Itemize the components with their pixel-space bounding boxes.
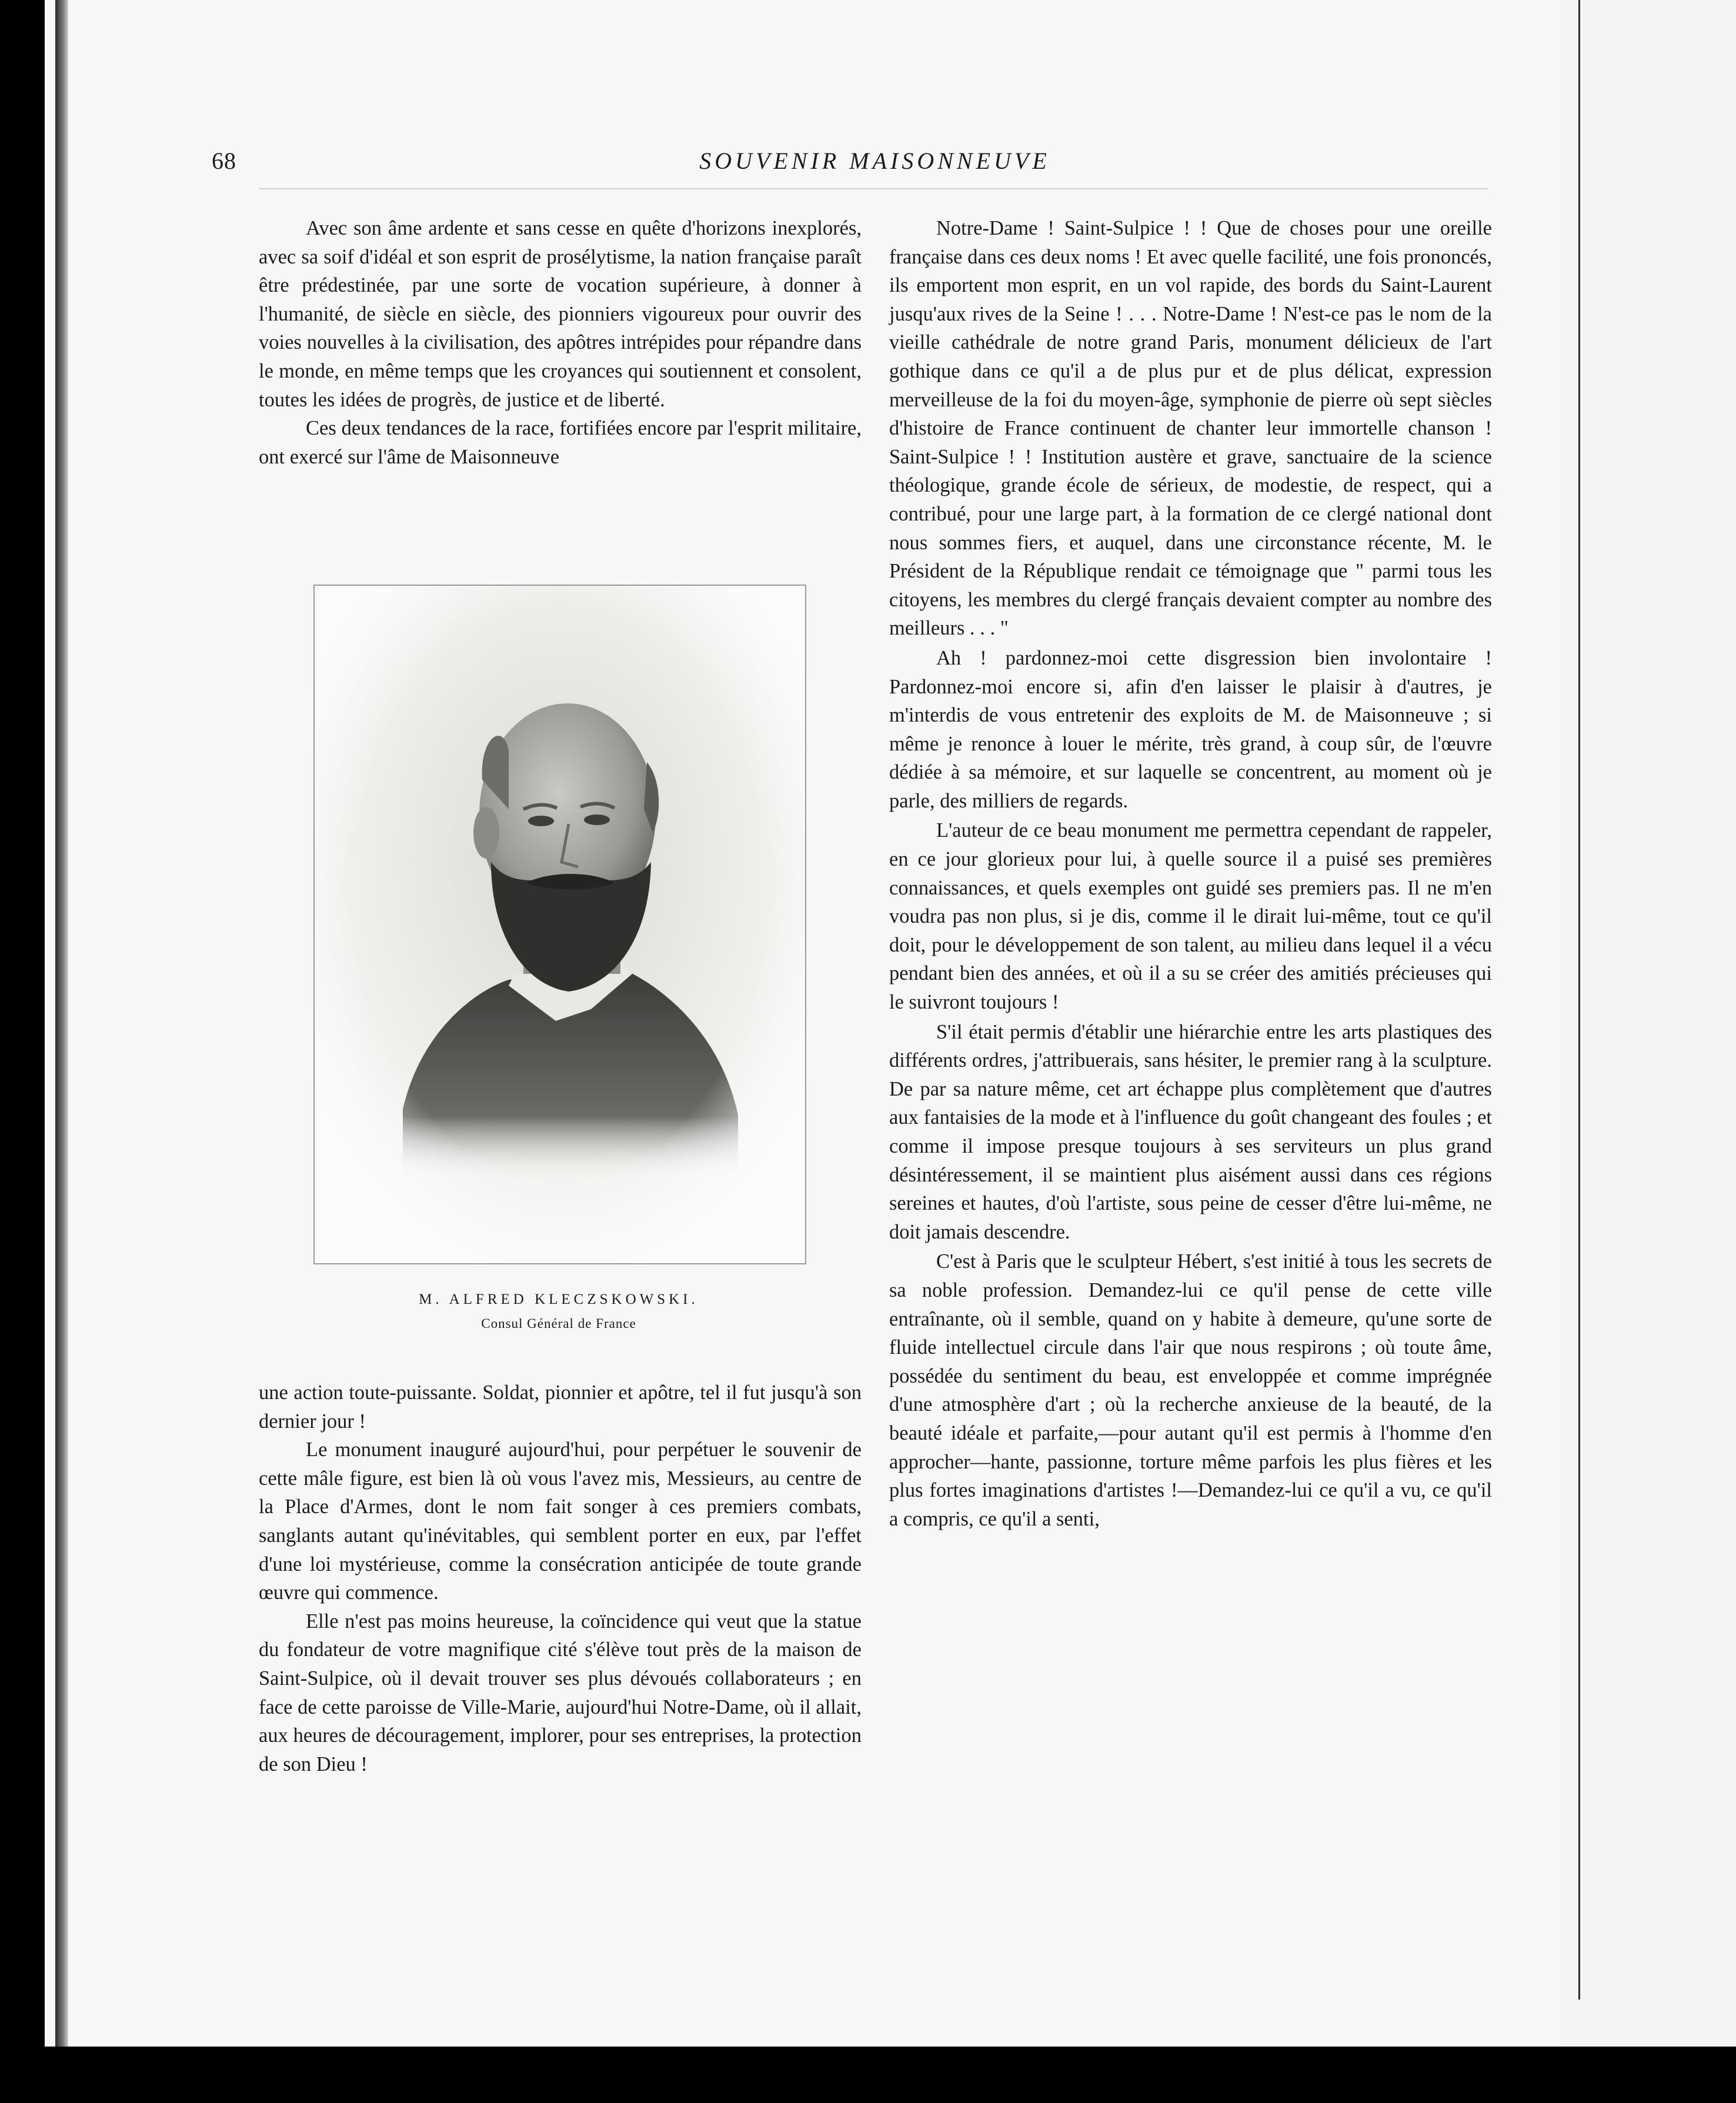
portrait-photograph: [313, 585, 806, 1264]
figure-caption-title: Consul Général de France: [481, 1316, 636, 1331]
paragraph: Le monument inauguré aujourd'hui, pour perpétuer le souvenir de cette mâle figure, est bien là où vous l'avez mis, Messieurs, au centre de la Place d'Armes, dont le nom fait songer à ces premiers combats, sanglants autant qu'inévitables, qui semblent porter en eux, par l'effet d'une loi mystérieuse, comme la consécration anticipée de toute grande œuvre qui commence.: [259, 1438, 862, 1604]
gutter-line: [1578, 0, 1580, 1999]
right-column: [889, 214, 1492, 1533]
paragraph: C'est à Paris que le sculpteur Hébert, s'est initié à tous les secrets de sa noble profession. Demandez-lui ce qu'il pense de cette ville entraînante, où il semble, quand on y habite à demeure, qu'une sorte de fluide intellectuel circule dans l'air que nous respirons ; où toute âme, possédée du sentiment du beau, est enveloppée et comme imprégnée d'une atmosphère d'art ; où la recherche anxieuse de la beauté, de la beauté idéale et parfaite,—pour autant qu'il est permis à l'homme d'en approcher—hante, passionne, torture même parfois les plus fières et les plus fortes imaginations d'artistes !—Demandez-lui ce qu'il a vu, ce qu'il a compris, ce qu'il a senti,: [889, 1250, 1492, 1530]
running-head: [212, 147, 1491, 182]
paragraph: Avec son âme ardente et sans cesse en quête d'horizons inexplorés, avec sa soif d'idéal et son esprit de prosélytisme, la nation française paraît être prédestinée, par une sorte de vocation supérieure, à donner à l'humanité, de siècle en siècle, des pionniers vigoureux pour ouvrir des voies nouvelles à la civilisation, des apôtres intrépides pour répandre dans le monde, en même temps que les croyances qui soutiennent et consolent, toutes les idées de progrès, de justice et de liberté.: [259, 217, 862, 411]
paragraph: L'auteur de ce beau monument me permettra cependant de rappeler, en ce jour glorieux pour lui, à quelle source il a puisé ses premières connaissances, et quels exemples ont guidé ses premiers pas. Il ne m'en voudra pas non plus, si je dis, comme il le dirait lui-même, tout ce qu'il doit, pour le développement de son talent, au milieu dans lequel il a vécu pendant bien des années, et où il a su se créer des amitiés précieuses qui le suivront toujours !: [889, 819, 1492, 1014]
paragraph: Ces deux tendances de la race, fortifiées encore par l'esprit militaire, ont exercé sur l'âme de Maisonneuve: [259, 417, 862, 468]
figure-caption-name: M. ALFRED KLECZSKOWSKI.: [419, 1291, 699, 1307]
paragraph: Ah ! pardonnez-moi cette disgression bien involontaire ! Pardonnez-moi encore si, afin d'en laisser le plaisir à d'autres, je m'interdis de vous entretenir des exploits de M. de Maisonneuve ; si même je renonce à louer le mérite, très grand, à coup sûr, de l'œuvre dédiée à sa mémoire, et sur laquelle se concentrent, au moment où je parle, des milliers de regards.: [889, 646, 1492, 812]
paragraph: Notre-Dame ! Saint-Sulpice ! ! Que de choses pour une oreille française dans ces deux noms ! Et avec quelle facilité, une fois prononcés, ils emportent mon esprit, en un vol rapide, des bords du Saint-Laurent jusqu'aux rives de la Seine ! . . . Notre-Dame ! N'est-ce pas le nom de la vieille cathédrale de notre grand Paris, monument délicieux de l'art gothique dans ce qu'il a de plus pur et de plus délicat, expression merveilleuse de la foi du moyen-âge, symphonie de pierre où sept siècles d'histoire de France continuent de chanter leur immortelle chanson ! Saint-Sulpice ! ! Institution austère et grave, sanctuaire de la science théologique, grande école de sérieux, de modestie, de respect, qui a contribué, pour une large part, à la formation de ce clergé national dont nous sommes fiers, et auquel, dans une circonstance récente, M. le Président de la République rendait ce témoignage que " parmi tous les citoyens, les membres du clergé français devaient compter au nombre des meilleurs . . . ": [889, 217, 1492, 640]
left-column-top: [259, 214, 862, 471]
paragraph: Elle n'est pas moins heureuse, la coïncidence qui veut que la statue du fondateur de votre magnifique cité s'élève tout près de la maison de Saint-Sulpice, où il devait trouver ses plus dévoués collaborateurs ; en face de cette paroisse de Ville-Marie, aujourd'hui Notre-Dame, où il allait, aux heures de découragement, implorer, pour ses entreprises, la protection de son Dieu !: [259, 1610, 862, 1775]
book-spine-edge: [55, 0, 68, 2047]
paragraph-continuation: une action toute-puissante. Soldat, pionnier et apôtre, tel il fut jusqu'à son dernier jour !: [259, 1381, 862, 1433]
paragraph: S'il était permis d'établir une hiérarchie entre les arts plastiques des différents ordres, j'attribuerais, sans hésiter, le premier rang à la sculpture. De par sa nature même, cet art échappe plus complètement que d'autres aux fantaisies de la mode et à l'influence du goût changeant des foules ; et comme il impose presque toujours à ses serviteurs un plus grand désintéressement, il se maintient plus aisément aussi dans ces régions sereines et hautes, d'où l'artiste, sous peine de cesser d'être lui-même, ne doit jamais descendre.: [889, 1020, 1492, 1243]
running-title: SOUVENIR MAISONNEUVE: [699, 148, 1050, 174]
portrait-image: [315, 586, 805, 1263]
facing-page-edge: [1561, 0, 1736, 2103]
scan-border: [0, 2047, 1736, 2103]
left-column-bottom: [259, 1378, 862, 1778]
page-number: 68: [212, 148, 236, 174]
header-rule: [259, 188, 1488, 189]
